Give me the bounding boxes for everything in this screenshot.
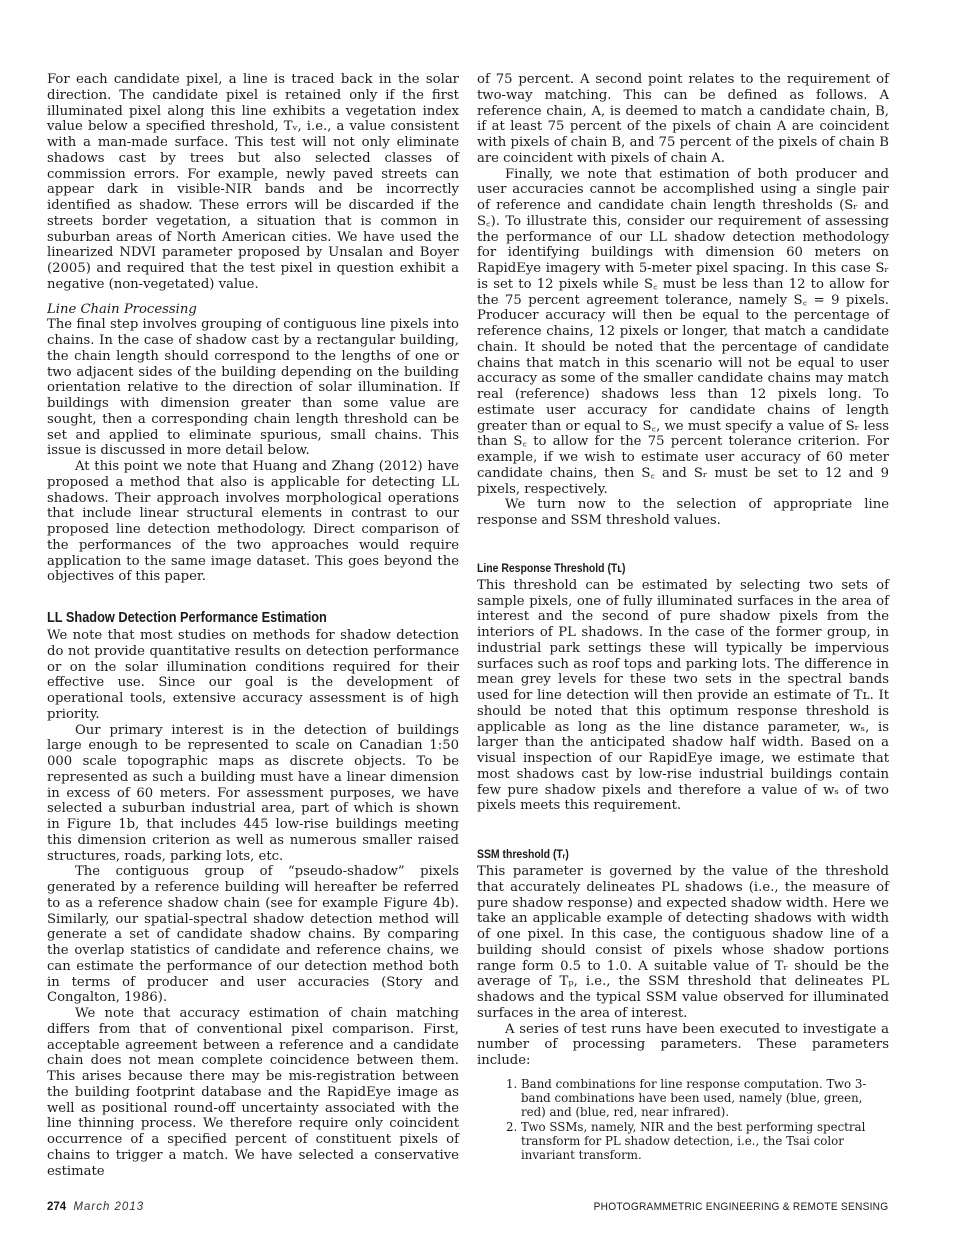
paragraph: This threshold can be estimated by selecting two sets of sample pixels, one of fully illuminated surfaces in the area of interest and the second of pure shadow pixels from the interiors of PL shadows. In the case of the former group, in industrial park settings these will typically be impervious surfaces such as roof tops and parking lots. The difference in mean grey levels for these two sets in the spectral bands used for line detection will then provide an estimate of Tʟ. It should be noted that this optimum response threshold is applicable as long as the line distance parameter, wₛ, is larger than the anticipated shadow half width. Based on a visual inspection of our RapidEye image, we estimate that most shadows cast by low-rise industrial buildings contain few pure shadow pixels and therefore a value of wₛ of two pixels meets this requirement. xyxy=(477,577,889,814)
list-item: 1. Band combinations for line response computation. Two 3-band combinations have been used, namely (blue, green, red) and (blue, red, near infrared). xyxy=(521,1077,889,1119)
paragraph: For each candidate pixel, a line is traced back in the solar direction. The candidate pixel is retained only if the first illuminated pixel along this line exhibits a vegetation index value below a specified threshold, Tᵥ, i.e., a value consistent with a man-made surface. This test will not only eliminate shadows cast by trees but also selected classes of commission errors. For example, newly paved streets can appear dark in visible-NIR bands and be incorrectly identified as shadow. These errors will be discarded if the streets border vegetation, a situation that is common in suburban areas of North American cities. We have used the linearized NDVI parameter proposed by Unsalan and Boyer (2005) and required that the test pixel in question exhibit a negative (non-vegetated) value. xyxy=(47,72,459,292)
section-heading: LL Shadow Detection Performance Estimation xyxy=(47,610,327,626)
left-column xyxy=(47,72,459,1179)
journal-name: PHOTOGRAMMETRIC ENGINEERING & REMOTE SENSING xyxy=(593,1201,888,1213)
subsection-title: Line Chain Processing xyxy=(47,301,197,317)
subsection-heading: Line Response Threshold (Tʟ) xyxy=(477,561,626,575)
paragraph: The final step involves grouping of contiguous line pixels into chains. In the case of shadow cast by a rectangular building, the chain length should correspond to the lengths of one or two adjacent sides of the building depending on the building orientation relative to the direction of solar illumination. If buildings with dimension greater than some value are sought, then a corresponding chain length threshold can be set and applied to eliminate spurious, small chains. This issue is discussed in more detail below. xyxy=(47,317,459,459)
page-footer-left xyxy=(47,1201,144,1213)
paragraph: The contiguous group of “pseudo-shadow” pixels generated by a reference building will hereafter be referred to as a reference shadow chain (see for example Figure 4b). Similarly, our spatial-spectral shadow detection method will generate a set of candidate shadow chains. By comparing the overlap statistics of candidate and reference chains, we can estimate the performance of our detection method both in terms of producer and user accuracies (Story and Congalton, 1986). xyxy=(47,864,459,1006)
subsection-heading: SSM threshold (Tᵣ) xyxy=(477,848,569,861)
paragraph: We note that most studies on methods for shadow detection do not provide quantitative results on detection performance or on the solar illumination conditions required for their effective use. Since our goal is the development of operational tools, extensive accuracy assessment is of high priority. xyxy=(47,628,459,722)
paragraph: We note that accuracy estimation of chain matching differs from that of conventional pixel comparison. First, acceptable agreement between a reference and a candidate chain does not mean complete coincidence between them. This arises because there may be mis-registration between the building footprint database and the RapidEye image as well as positional round-off uncertainty associated with the line thinning process. We therefore require only coincident occurrence of a specified percent of constituent pixels of chains to trigger a match. We have selected a conservative estimate xyxy=(47,1006,459,1179)
right-column xyxy=(477,72,889,1163)
paragraph: A series of test runs have been executed to investigate a number of processing parameters. These parameters include: xyxy=(477,1021,889,1068)
paragraph: At this point we note that Huang and Zhang (2012) have proposed a method that also is applicable for detecting LL shadows. Their approach involves morphological operations that include linear structural elements in contrast to our proposed line detection methodology. Direct comparison of the performances of the two approaches would require application to the same image dataset. This goes beyond the objectives of this paper. xyxy=(47,459,459,585)
parameter-list xyxy=(477,1077,889,1162)
paragraph: Our primary interest is in the detection of buildings large enough to be represented to scale on Canadian 1:50 000 scale topographic maps as discrete objects. To be represented as such a building must have a linear dimension in excess of 60 meters. For assessment purposes, we have selected a suburban industrial area, part of which is shown in Figure 1b, that includes 445 low-rise buildings meeting this dimension criterion as well as numerous smaller raised structures, roads, parking lots, etc. xyxy=(47,722,459,864)
page-number: 274 xyxy=(47,1201,67,1213)
paragraph: of 75 percent. A second point relates to the requirement of two-way matching. This can be defined as follows. A reference chain, A, is deemed to match a candidate chain, B, if at least 75 percent of the pixels of chain A are coincident with pixels of chain B, and 75 percent of the pixels of chain B are coincident with pixels of chain A. xyxy=(477,72,889,166)
paragraph: Finally, we note that estimation of both producer and user accuracies cannot be accomplished using a single pair of reference and candidate chain length thresholds (Sᵣ and S꜀). To illustrate this, consider our requirement of assessing the performance of our LL shadow detection methodology for identifying buildings with dimension 60 meters on RapidEye imagery with 5-meter pixel spacing. In this case Sᵣ is set to 12 pixels while S꜀ must be less than 12 to allow for the 75 percent agreement tolerance, namely S꜀ = 9 pixels. Producer accuracy will then be equal to the percentage of reference chains, 12 pixels or longer, that match a candidate chain. It should be noted that the percentage of candidate chains that match in this scenario will not be equal to user accuracy as some of the smaller candidate chains may match real (reference) shadows less than 12 pixels long. To estimate user accuracy for candidate chains of length greater than or equal to S꜀, we must specify a value of Sᵣ less than S꜀ to allow for the 75 percent tolerance criterion. For example, if we wish to estimate user accuracy of 60 meter candidate chains, then S꜀ and Sᵣ must be set to 12 and 9 pixels, respectively. xyxy=(477,166,889,497)
paragraph: This parameter is governed by the value of the threshold that accurately delineates PL shadows (i.e., the measure of pure shadow response) and expected shadow width. Here we take an applicable example of detecting shadows with width of one pixel. In this case, the contiguous shadow line of a building should consist of pixels whose shadow portions range form 0.5 to 1.0. A suitable value of Tᵣ should be the average of Tₚ, i.e., the SSM threshold that delineates PL shadows and the typical SSM value observed for illuminated surfaces in the area of interest. xyxy=(477,864,889,1021)
list-item: 2. Two SSMs, namely, NIR and the best performing spectral transform for PL shadow detection, i.e., the Tsai color invariant transform. xyxy=(521,1120,889,1162)
paragraph: We turn now to the selection of appropriate line response and SSM threshold values. xyxy=(477,497,889,528)
issue-date: March 2013 xyxy=(73,1201,145,1213)
